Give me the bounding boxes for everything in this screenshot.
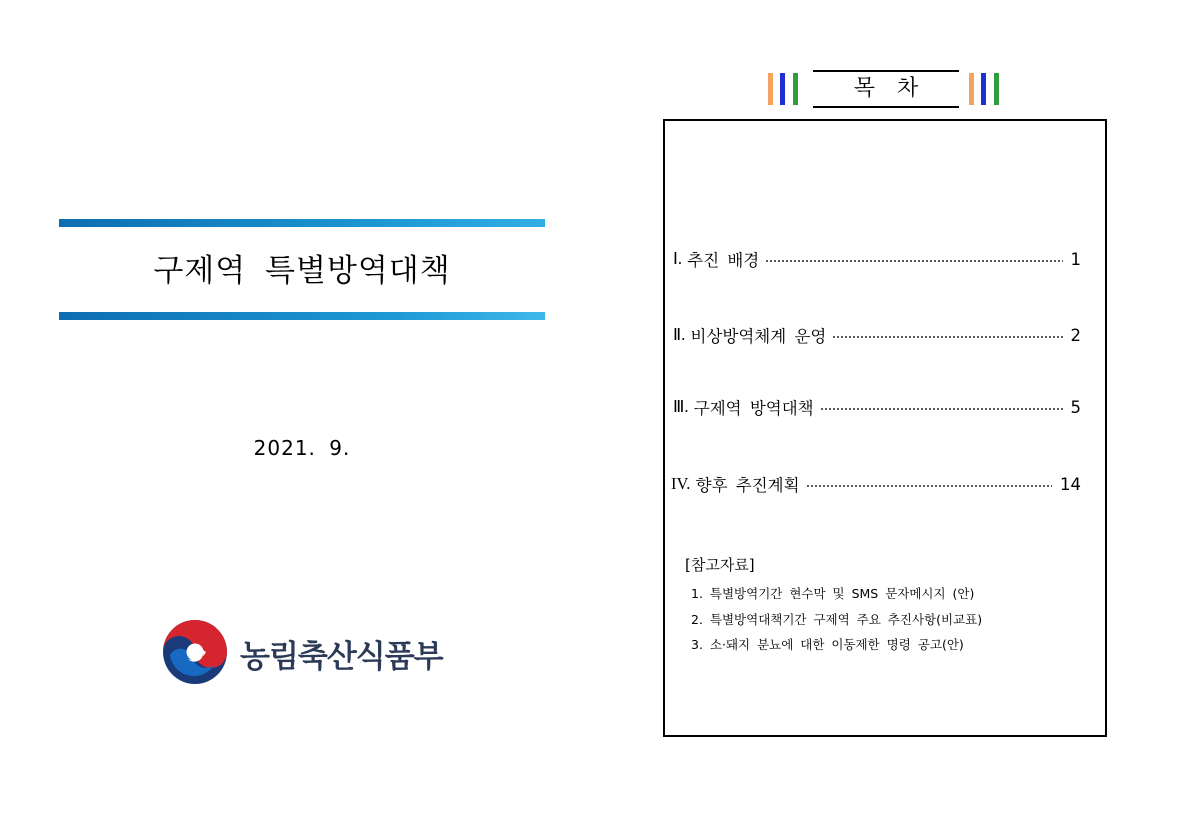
- toc-leader-dots: [765, 260, 1062, 262]
- toc-item[interactable]: [673, 245, 1081, 273]
- document-title: 구제역 특별방역대책: [153, 253, 451, 289]
- toc-item-numeral: Ⅰ.: [673, 249, 682, 268]
- toc-item[interactable]: [671, 470, 1081, 498]
- ministry-name: 농림축산식품부: [240, 639, 443, 675]
- toc-heading-text: 목차: [813, 70, 959, 108]
- toc-frame: [663, 119, 1107, 737]
- toc-item-label: 향후 추진계획: [695, 476, 800, 495]
- toc-item-page: 2: [1070, 325, 1081, 345]
- title-top-band: [59, 219, 545, 227]
- reference-item[interactable]: 3. 소·돼지 분뇨에 대한 이동제한 명령 공고(안): [691, 637, 964, 652]
- toc-item[interactable]: [673, 321, 1081, 349]
- toc-leader-dots: [806, 485, 1052, 487]
- toc-item-numeral: Ⅲ.: [673, 397, 689, 416]
- toc-item-numeral: Ⅱ.: [673, 325, 686, 344]
- toc-item-page: 14: [1060, 474, 1081, 494]
- toc-item-numeral: IV.: [671, 474, 691, 493]
- blue-stripe-icon: [780, 73, 785, 105]
- toc-item[interactable]: [673, 393, 1081, 421]
- title-bottom-band: [59, 312, 545, 320]
- document-date: 2021. 9.: [253, 436, 351, 460]
- orange-stripe-icon: [969, 73, 974, 105]
- references-heading: [참고자료]: [685, 556, 755, 574]
- green-stripe-icon: [994, 73, 999, 105]
- reference-item[interactable]: 2. 특별방역대책기간 구제역 주요 추진사항(비교표): [691, 612, 983, 627]
- toc-item-page: 1: [1070, 249, 1081, 269]
- toc-item-label: 추진 배경: [687, 251, 760, 270]
- toc-item-label: 구제역 방역대책: [693, 399, 814, 418]
- blue-stripe-icon: [981, 73, 986, 105]
- orange-stripe-icon: [768, 73, 773, 105]
- toc-leader-dots: [820, 408, 1063, 410]
- reference-item[interactable]: 1. 특별방역기간 현수막 및 SMS 문자메시지 (안): [691, 586, 975, 601]
- green-stripe-icon: [793, 73, 798, 105]
- toc-item-page: 5: [1070, 397, 1081, 417]
- toc-heading: [768, 70, 1004, 108]
- toc-leader-dots: [832, 336, 1062, 338]
- toc-item-label: 비상방역체계 운영: [690, 327, 827, 346]
- taegeuk-emblem-icon: [162, 619, 228, 685]
